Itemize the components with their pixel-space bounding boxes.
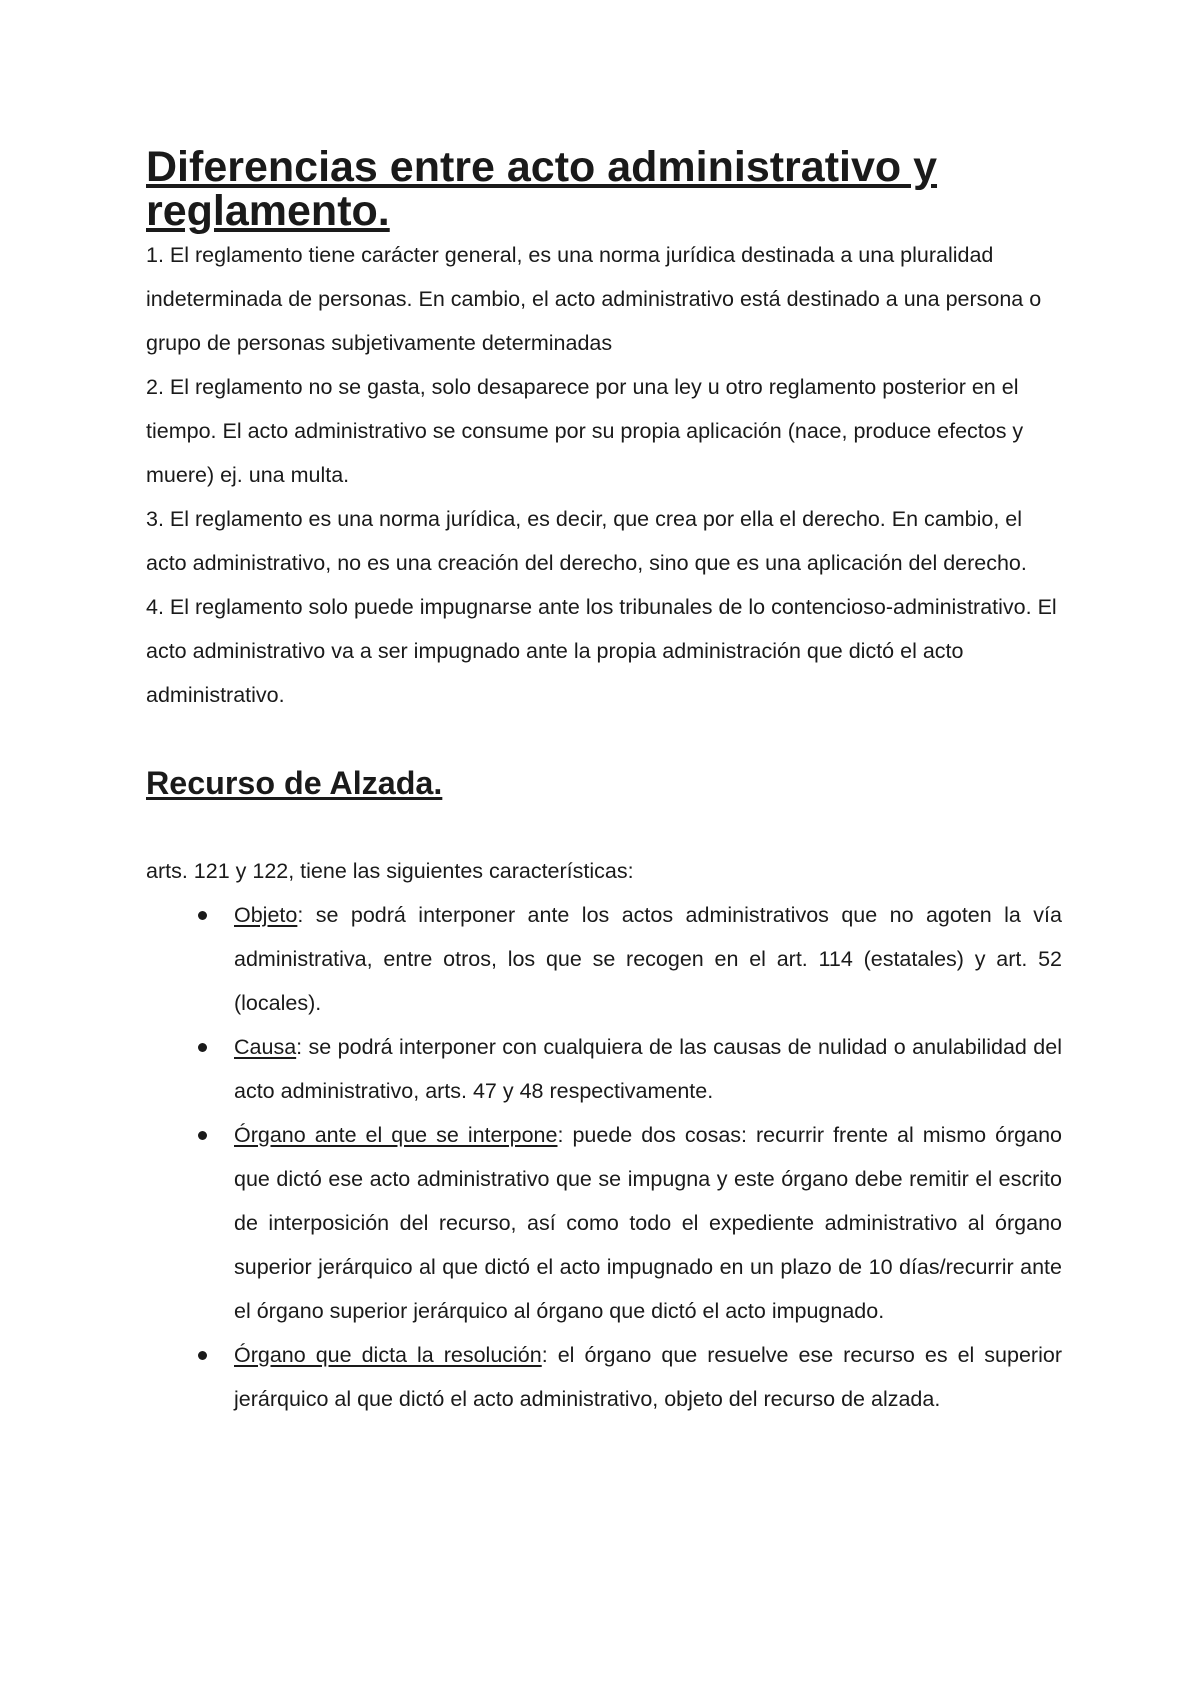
list-item-text: : se podrá interponer ante los actos administrativos que no agoten la vía administrativa, entre otros, los que se recogen en el art. 114 (estatales) y art. 52 (locales). <box>234 903 1062 1015</box>
list-item-text: : se podrá interponer con cualquiera de las causas de nulidad o anulabilidad del acto administrativo, arts. 47 y 48 respectivamente. <box>234 1035 1062 1103</box>
list-item-causa <box>146 1025 1062 1113</box>
paragraph-item-1: 1. El reglamento tiene carácter general, es una norma jurídica destinada a una pluralidad indeterminada de personas. En cambio, el acto administrativo está destinado a una persona o grupo de personas subjetivamente determinadas <box>146 243 1042 355</box>
bullet-icon <box>198 1043 207 1052</box>
paragraph-item-3: 3. El reglamento es una norma jurídica, es decir, que crea por ella el derecho. En cambio, el acto administrativo, no es una creación del derecho, sino que es una aplicación del derecho. <box>146 507 1027 575</box>
section-title-recurso-alzada: Recurso de Alzada. <box>146 765 443 801</box>
bullet-icon <box>198 1131 207 1140</box>
paragraph-item-4: 4. El reglamento solo puede impugnarse ante los tribunales de lo contencioso-administrativo. El acto administrativo va a ser impugnado ante la propia administración que dictó el acto administrativo. <box>146 595 1057 707</box>
list-item-text: : puede dos cosas: recurrir frente al mismo órgano que dictó ese acto administrativo que se impugna y este órgano debe remitir el escrito de interposición del recurso, así como todo el expediente administrativo al órgano superior jerárquico al que dictó el acto impugnado en un plazo de 10 días/recurrir ante el órgano superior jerárquico al órgano que dictó el acto impugnado. <box>234 1123 1063 1323</box>
document-body <box>146 145 1062 1421</box>
list-item-term: Causa <box>234 1035 297 1059</box>
list-item-term: Órgano que dicta la resolución <box>234 1343 542 1367</box>
bullet-icon <box>198 1351 207 1360</box>
blank-line <box>146 717 1062 761</box>
section-title-diferencias: Diferencias entre acto administrativo y reglamento. <box>146 143 938 235</box>
list-item-term: Objeto <box>234 903 298 927</box>
section-intro: arts. 121 y 122, tiene las siguientes características: <box>146 859 634 883</box>
list-item-organo-resolucion <box>146 1333 1062 1421</box>
list-item-organo-interpone <box>146 1113 1062 1333</box>
list-item-objeto <box>146 893 1062 1025</box>
list-item-term: Órgano ante el que se interpone <box>234 1123 558 1147</box>
list-item-text: : el órgano que resuelve ese recurso es el superior jerárquico al que dictó el acto administrativo, objeto del recurso de alzada. <box>234 1343 1062 1411</box>
paragraph-item-2: 2. El reglamento no se gasta, solo desaparece por una ley u otro reglamento posterior en el tiempo. El acto administrativo se consume por su propia aplicación (nace, produce efectos y muere) ej. una multa. <box>146 375 1024 487</box>
characteristics-list <box>146 893 1062 1421</box>
bullet-icon <box>198 911 207 920</box>
blank-line <box>146 805 1062 849</box>
